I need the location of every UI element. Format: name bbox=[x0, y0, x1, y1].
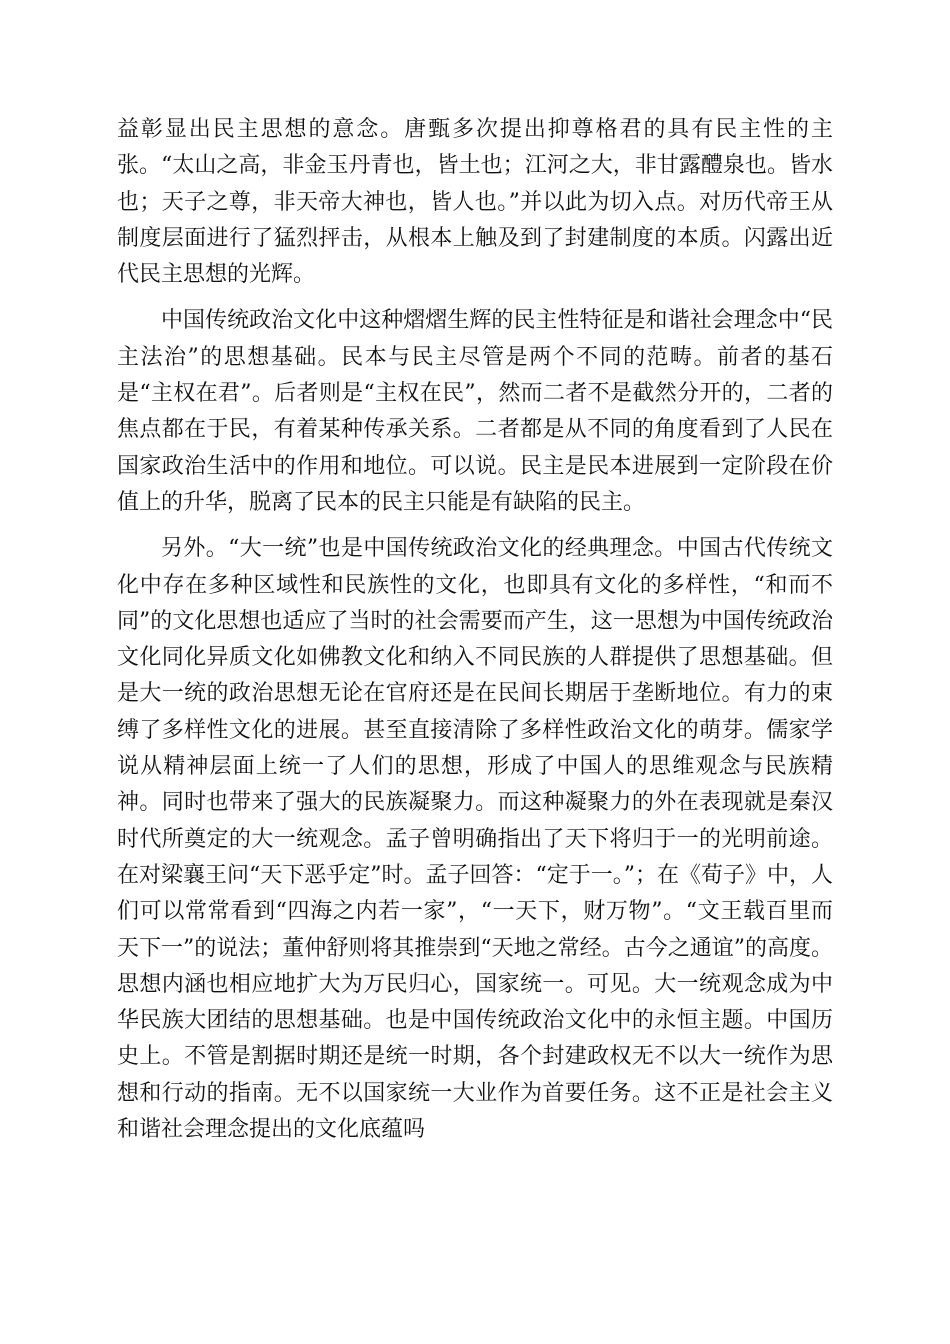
paragraph-1: 益彰显出民主思想的意念。唐甄多次提出抑尊格君的具有民主性的主张。“太山之高，非金玉丹青也，皆土也；江河之大，非甘露醴泉也。皆水也；天子之尊，非天帝大神也，皆人也。”并以此为切入点。对历代帝王从制度层面进行了猛烈抨击，从根本上触及到了封建制度的本质。闪露出近代民主思想的光辉。 bbox=[117, 117, 833, 288]
paragraph-3: 另外。“大一统”也是中国传统政治文化的经典理念。中国古代传统文化中存在多种区域性和民族性的文化，也即具有文化的多样性，“和而不同”的文化思想也适应了当时的社会需要而产生，这一思想为中国传统政治文化同化异质文化如佛教文化和纳入不同民族的人群提供了思想基础。但是大一统的政治思想无论在官府还是在民间长期居于垄断地位。有力的束缚了多样性文化的进展。甚至直接清除了多样性政治文化的萌芽。儒家学说从精神层面上统一了人们的思想，形成了中国人的思维观念与民族精神。同时也带来了强大的民族凝聚力。而这种凝聚力的外在表现就是秦汉时代所奠定的大一统观念。孟子曾明确指出了天下将归于一的光明前途。在对梁襄王问“天下恶乎定”时。孟子回答：“定于一。”；在《荀子》中，人们可以常常看到“四海之内若一家”，“一天下，财万物”。“文王载百里而天下一”的说法；董仲舒则将其推崇到“天地之常经。古今之通谊”的高度。思想内涵也相应地扩大为万民归心，国家统一。可见。大一统观念成为中华民族大团结的思想基础。也是中国传统政治文化中的永恒主题。中国历史上。不管是割据时期还是统一时期，各个封建政权无不以大一统作为思想和行动的指南。无不以国家统一大业作为首要任务。这不正是社会主义和谐社会理念提出的文化底蕴吗 bbox=[117, 536, 833, 1143]
document-body bbox=[117, 112, 833, 1148]
paragraph-2: 中国传统政治文化中这种熠熠生辉的民主性特征是和谐社会理念中“民主法治”的思想基础。民本与民主尽管是两个不同的范畴。前者的基石是“主权在君”。后者则是“主权在民”，然而二者不是截然分开的，二者的焦点都在于民，有着某种传承关系。二者都是从不同的角度看到了人民在国家政治生活中的作用和地位。可以说。民主是民本进展到一定阶段在价值上的升华，脱离了民本的民主只能是有缺陷的民主。 bbox=[117, 308, 833, 515]
